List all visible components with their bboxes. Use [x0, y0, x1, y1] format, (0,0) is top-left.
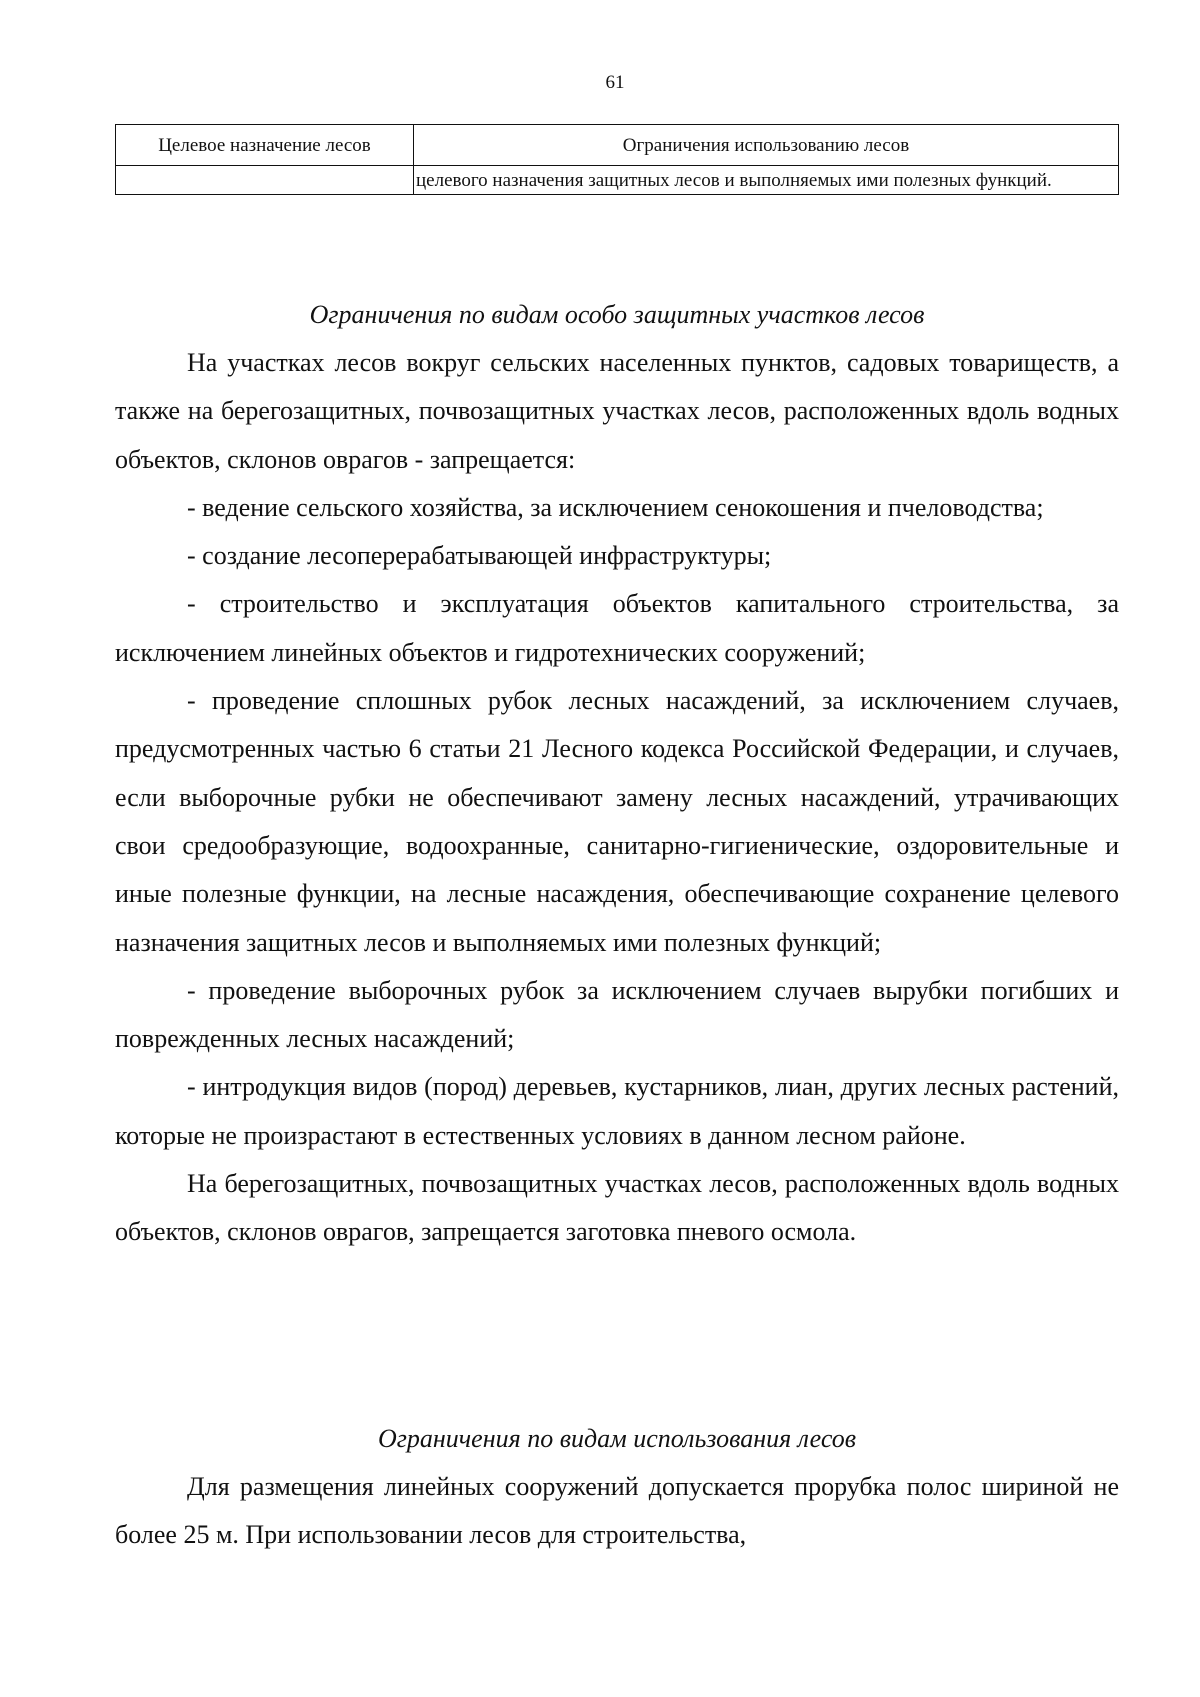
table-header-cell: Ограничения использованию лесов	[414, 125, 1119, 166]
table-cell	[116, 166, 414, 195]
paragraph: На берегозащитных, почвозащитных участках лесов, расположенных вдоль водных объектов, склонов оврагов, запрещается заготовка пневого осмола.	[115, 1169, 1119, 1247]
list-item: - строительство и эксплуатация объектов капитального строительства, за исключением линейных объектов и гидротехнических сооружений;	[115, 589, 1119, 667]
table-cell: целевого назначения защитных лесов и выполняемых ими полезных функций.	[414, 166, 1119, 195]
list-item: - проведение сплошных рубок лесных насаждений, за исключением случаев, предусмотренных частью 6 статьи 21 Лесного кодекса Российской Федерации, и случаев, если выборочные рубки не обеспечивают замену лесных насаждений, утрачивающих свои средообразующие, водоохранные, санитарно-гигиенические, оздоровительные и иные полезные функции, на лесные насаждения, обеспечивающие сохранение целевого назначения защитных лесов и выполняемых ими полезных функций;	[115, 686, 1119, 957]
section-heading: Ограничения по видам использования лесов	[377, 1424, 857, 1453]
page-number: 61	[605, 72, 625, 93]
list-item: - ведение сельского хозяйства, за исключением сенокошения и пчеловодства;	[187, 492, 1044, 522]
section-body	[115, 1463, 1119, 1560]
section-heading: Ограничения по видам особо защитных участков лесов	[309, 300, 925, 329]
list-item: - интродукция видов (пород) деревьев, кустарников, лиан, других лесных растений, которые не произрастают в естественных условиях в данном лесном районе.	[115, 1072, 1119, 1150]
list-item: - проведение выборочных рубок за исключением случаев вырубки погибших и поврежденных лесных насаждений;	[115, 975, 1119, 1054]
table-header-cell: Целевое назначение лесов	[116, 125, 414, 166]
list-item: - создание лесоперерабатывающей инфраструктуры;	[187, 541, 772, 571]
paragraph: Для размещения линейных сооружений допускается прорубка полос шириной не более 25 м. При использовании лесов для строительства,	[115, 1472, 1119, 1550]
section-body	[115, 339, 1119, 1257]
table-row	[116, 166, 1119, 195]
table-header-row	[116, 125, 1119, 166]
paragraph: На участках лесов вокруг сельских населенных пунктов, садовых товариществ, а также на берегозащитных, почвозащитных участках лесов, расположенных вдоль водных объектов, склонов оврагов - запрещается:	[115, 348, 1119, 474]
restrictions-table	[115, 124, 1119, 195]
